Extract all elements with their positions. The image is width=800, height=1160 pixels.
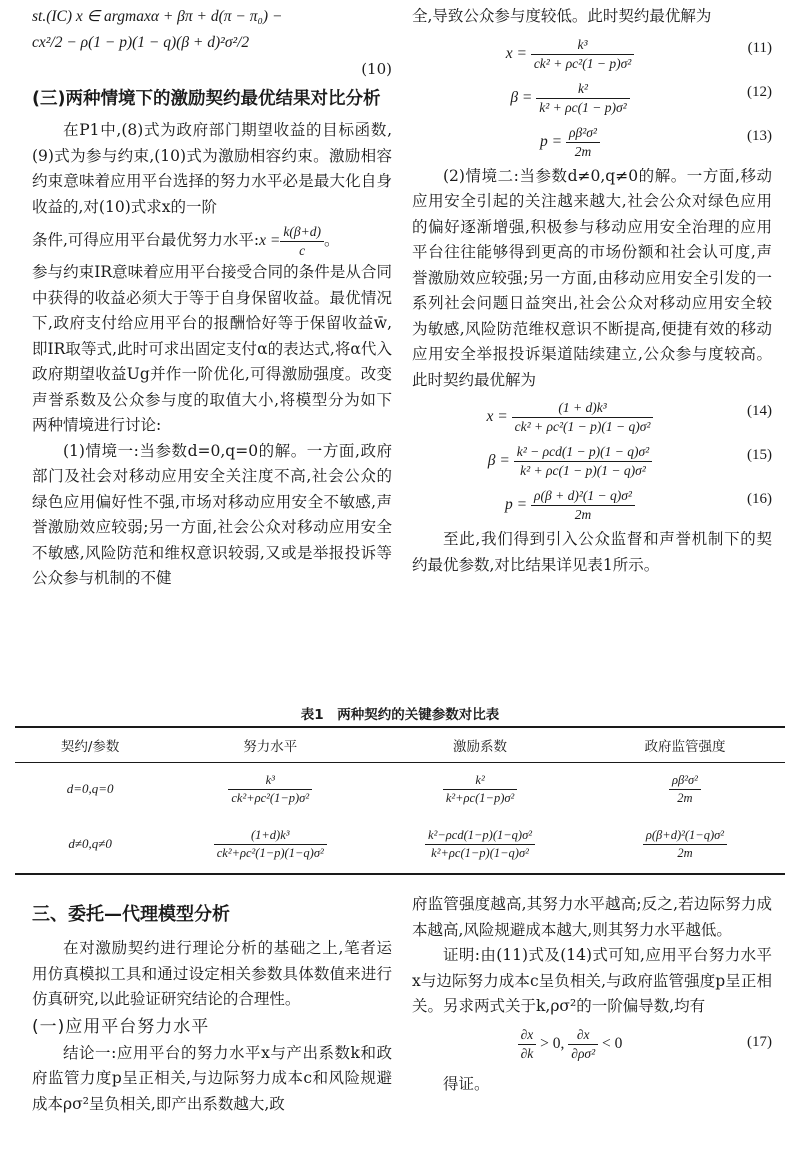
partial-derivative-k	[518, 1026, 537, 1063]
fraction-denominator: k²+ρc(1−p)(1−q)σ²	[431, 845, 529, 860]
fraction-numerator: k³	[228, 772, 312, 790]
optimal-effort-line	[32, 220, 392, 260]
fraction-numerator: k²	[443, 772, 517, 790]
fraction-denominator: c	[299, 242, 306, 258]
paragraph: 得证。	[443, 1074, 490, 1093]
fraction-denominator: 2m	[677, 845, 693, 860]
table-cell	[165, 763, 375, 816]
table-row	[15, 815, 785, 874]
equation-17	[412, 1020, 772, 1072]
right-column-top	[412, 4, 772, 578]
fraction-numerator: ρ(β+d)²(1−q)σ²	[643, 827, 727, 845]
fraction-numerator: k³	[531, 36, 634, 55]
table-cell	[375, 763, 585, 816]
table-cell	[165, 815, 375, 874]
equation-lhs: β =	[510, 88, 533, 106]
table-cell	[375, 815, 585, 874]
fraction-numerator: (1 + d)k³	[512, 399, 654, 418]
equation-11	[412, 30, 772, 74]
equation-fraction	[531, 487, 635, 524]
equation-16	[412, 481, 772, 527]
left-column-top	[32, 4, 392, 592]
fraction-denominator: k²+ρc(1−p)σ²	[445, 790, 515, 805]
fraction-numerator: k²−ρcd(1−p)(1−q)σ²	[425, 827, 535, 845]
section-heading: 三、委托—代理模型分析	[32, 904, 230, 925]
fraction-numerator: ρβ²σ²	[566, 124, 600, 143]
fraction-denominator: 2m	[677, 790, 693, 805]
fraction-numerator: ρβ²σ²	[669, 772, 701, 790]
table-header: 努力水平	[165, 727, 375, 763]
equation-10-number: (10)	[361, 60, 392, 78]
partial-derivative-rho-sigma	[568, 1026, 598, 1063]
equation-lhs: p =	[540, 132, 563, 150]
paragraph: 全,导致公众参与度较低。此时契约最优解为	[412, 7, 712, 25]
equation-10-line1: st.(IC) x ∈ argmaxα + βπ + d(π − π₀) −	[32, 8, 283, 25]
fraction-denominator: ∂ρσ²	[571, 1045, 596, 1061]
equation-lhs: β =	[487, 452, 510, 470]
fraction-numerator: ∂x	[568, 1026, 598, 1045]
equation-fraction	[514, 443, 653, 480]
table-header: 契约/参数	[15, 727, 165, 763]
subsection-heading: (一)应用平台努力水平	[32, 1016, 210, 1037]
right-column-bottom	[412, 892, 772, 1097]
fraction-denominator: 2m	[574, 143, 592, 159]
optimal-effort-fraction	[280, 223, 324, 260]
equation-fraction	[566, 124, 600, 161]
equation-fraction	[512, 399, 654, 436]
fraction-numerator: k(β+d)	[280, 223, 324, 242]
equation-number: (11)	[747, 39, 772, 56]
table-cell-label: d=0,q=0	[66, 781, 114, 796]
equation-12	[412, 74, 772, 118]
paragraph: 参与约束IR意味着应用平台接受合同的条件是从合同中获得的收益必须大于等于自身保留收益。最优情况下,政府支付给应用平台的报酬恰好等于保留收益w̄,即IR取等式,此时可求出固定支付α的表达式,将α代入政府期望收益Ug并作一阶优化,可得激励强度。改变声誉系数及公众参与度的取值大小,将模型分为如下两种情境进行讨论:	[32, 263, 392, 434]
fraction-denominator: 2m	[574, 507, 592, 522]
table-header-row	[15, 727, 785, 763]
equation-lhs: p =	[505, 496, 528, 514]
table-row	[15, 763, 785, 816]
equation-relation: > 0,	[540, 1034, 565, 1052]
equation-fraction	[531, 36, 634, 73]
table-cell-label: d≠0,q≠0	[15, 815, 165, 874]
paragraph: 在P1中,(8)式为政府部门期望收益的目标函数,(9)式为参与约束,(10)式为激励相容约束。激励相容约束意味着应用平台选择的努力水平必是最大化自身收益的,对(10)式求x的一阶	[32, 121, 392, 216]
fraction-numerator: ρ(β + d)²(1 − q)σ²	[531, 487, 635, 506]
section-heading-3: (三)两种情境下的激励契约最优结果对比分析	[32, 89, 381, 109]
comparison-table	[15, 726, 785, 875]
table-cell	[585, 815, 785, 874]
equation-number: (13)	[747, 127, 772, 144]
optimal-effort-lhs: x =	[259, 232, 281, 249]
paragraph-scenario-1: (1)情境一:当参数d=0,q=0的解。一方面,政府部门及社会对移动应用安全关注度不高,社会公众的绿色应用偏好性不强,市场对移动应用安全不敏感,声誉激励效应较弱;另一方面,社会公众对移动应用安全不敏感,风险防范和维权意识较弱,又或是举报投诉等公众参与机制的不健	[32, 441, 392, 587]
paragraph-scenario-2: (2)情境二:当参数d≠0,q≠0的解。一方面,移动应用安全引起的关注越来越大,社会公众对绿色应用的偏好逐渐增强,积极参与移动应用安全治理的应用平台往往能够得到更高的市场份额和社会认可度,声誉激励效应较强;另一方面,由移动应用安全引发的一系列社会问题日益突出,社会公众对移动应用安全较为敏感,风险防范维权意识不断提高,便捷有效的移动应用安全举报投诉渠道陆续建立,公众参与度较高。此时契约最优解为	[412, 166, 772, 389]
table-cell	[585, 763, 785, 816]
paragraph: 至此,我们得到引入公众监督和声誉机制下的契约最优参数,对比结果详见表1所示。	[412, 530, 772, 574]
equation-13	[412, 118, 772, 164]
table-1	[0, 704, 800, 875]
equation-number: (15)	[747, 447, 772, 463]
fraction-denominator: ck²+ρc²(1−p)(1−q)σ²	[216, 845, 324, 860]
paragraph: 在对激励契约进行理论分析的基础之上,笔者运用仿真模拟工具和通过设定相关参数具体数值来进行仿真研究,以此验证研究结论的合理性。	[32, 939, 392, 1008]
equation-14	[412, 393, 772, 437]
fraction-numerator: ∂x	[518, 1026, 537, 1045]
equation-15	[412, 437, 772, 481]
optimal-effort-text: 条件,可得应用平台最优努力水平:	[32, 231, 260, 249]
fraction-numerator: k²	[536, 80, 629, 99]
equation-lhs: x =	[505, 44, 527, 62]
equation-number: (12)	[747, 83, 772, 100]
fraction-denominator: ∂k	[520, 1045, 534, 1061]
fraction-denominator: k² + ρc(1 − p)σ²	[539, 99, 627, 115]
left-column-bottom	[32, 898, 392, 1117]
table-header: 政府监管强度	[585, 727, 785, 763]
equation-10-line2: cx²/2 − ρ(1 − p)(1 − q)(β + d)²σ²/2	[32, 34, 250, 51]
equation-number: (17)	[747, 1033, 772, 1050]
paragraph-conclusion-1: 结论一:应用平台的努力水平x与产出系数k和政府监管力度p呈正相关,与边际努力成本c和风险规避成本ρσ²呈负相关,即产出系数越大,政	[32, 1043, 392, 1113]
fraction-numerator: k² − ρcd(1 − p)(1 − q)σ²	[514, 443, 653, 462]
table-caption: 表1 两种契约的关键参数对比表	[300, 707, 500, 723]
fraction-denominator: ck² + ρc²(1 − p)(1 − q)σ²	[514, 419, 651, 434]
fraction-numerator: (1+d)k³	[214, 827, 327, 845]
equation-fraction	[536, 80, 629, 117]
fraction-denominator: ck²+ρc²(1−p)σ²	[231, 790, 310, 805]
equation-relation: < 0	[602, 1034, 623, 1052]
fraction-denominator: ck² + ρc²(1 − p)σ²	[533, 55, 632, 71]
equation-number: (16)	[747, 491, 772, 507]
sentence-end: 。	[323, 231, 340, 249]
paragraph: 府监管强度越高,其努力水平越高;反之,若边际努力成本越高,风险规避成本越大,则其努力水平越低。	[412, 895, 772, 939]
fraction-denominator: k² + ρc(1 − p)(1 − q)σ²	[520, 463, 646, 478]
paragraph-proof: 证明:由(11)式及(14)式可知,应用平台努力水平x与边际努力成本c呈负相关,与政府监管强度p呈正相关。另求两式关于k,ρσ²的一阶偏导数,均有	[412, 946, 772, 1015]
table-header: 激励系数	[375, 727, 585, 763]
equation-number: (14)	[747, 403, 772, 419]
equation-lhs: x =	[486, 408, 508, 426]
